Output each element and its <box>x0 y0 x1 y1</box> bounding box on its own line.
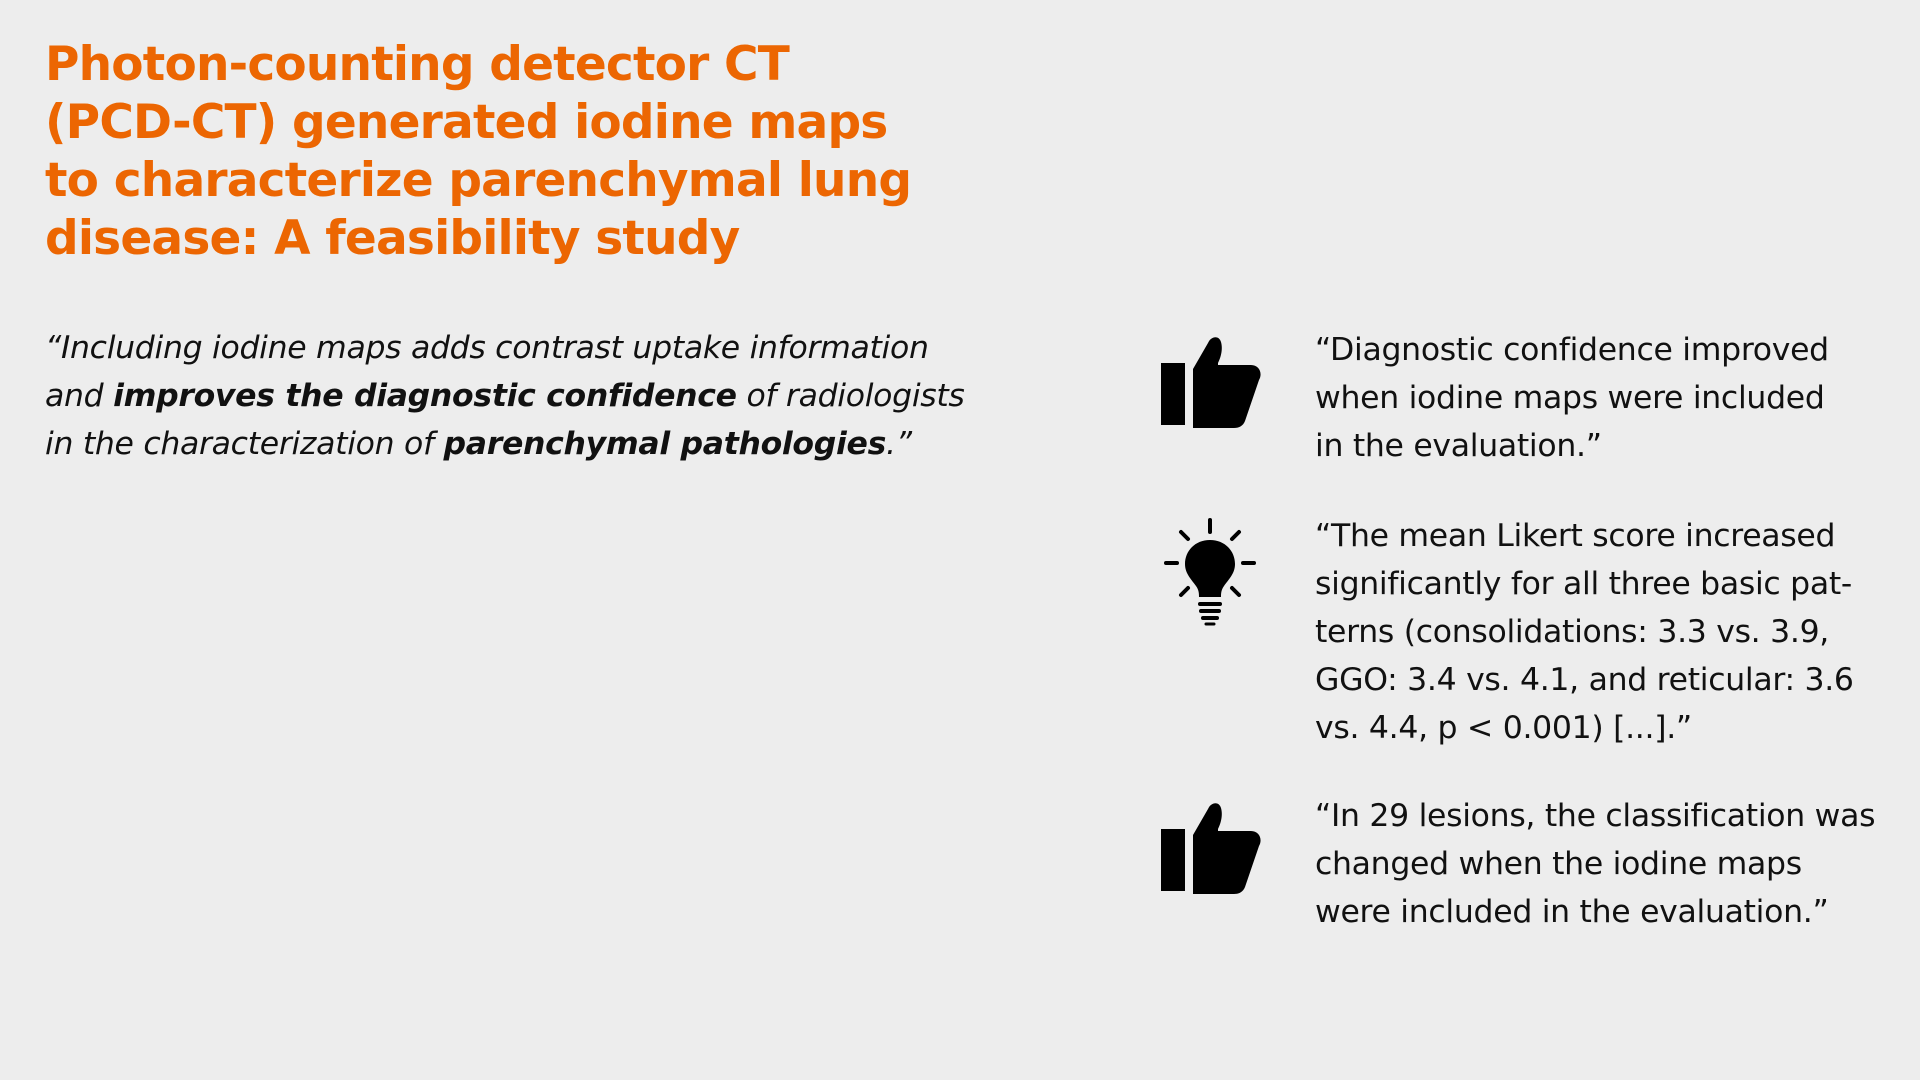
page-title <box>45 36 945 268</box>
main-quote-emphasis: improves the diagnostic confidence <box>113 378 737 414</box>
main-quote-text: of radiologists in the characterization of <box>45 378 965 462</box>
thumbs-up-icon <box>1155 799 1265 895</box>
thumbs-up-icon <box>1155 333 1265 429</box>
main-quote-text: .” <box>886 426 912 462</box>
key-point <box>1315 512 1895 752</box>
key-point-line: “Diagnostic confidence improved <box>1315 332 1829 368</box>
main-quote <box>45 324 975 468</box>
key-point-line: significantly for all three basic pat- <box>1315 566 1852 602</box>
key-point-line: vs. 4.4, p < 0.001) [...].” <box>1315 710 1692 746</box>
key-point-line: terns (consolidations: 3.3 vs. 3.9, <box>1315 614 1830 650</box>
key-point-line: GGO: 3.4 vs. 4.1, and reticular: 3.6 <box>1315 662 1854 698</box>
title-line: (PCD-CT) generated iodine maps <box>45 95 888 150</box>
main-quote-emphasis: parenchymal pathologies <box>443 426 887 462</box>
title-line: disease: A feasibility study <box>45 211 740 266</box>
key-point-line: in the evaluation.” <box>1315 428 1602 464</box>
key-point-line: were included in the evaluation.” <box>1315 894 1829 930</box>
main-quote-text: “Including iodine maps adds contrast uptake information and <box>45 330 929 414</box>
lightbulb-icon <box>1162 517 1258 627</box>
key-point-line: when iodine maps were included <box>1315 380 1825 416</box>
key-point <box>1315 326 1895 470</box>
key-point <box>1315 792 1895 936</box>
key-point-line: changed when the iodine maps <box>1315 846 1802 882</box>
title-line: Photon-counting detector CT <box>45 37 790 92</box>
key-point-line: “In 29 lesions, the classification was <box>1315 798 1876 834</box>
title-line: to characterize parenchymal lung <box>45 153 912 208</box>
key-point-line: “The mean Likert score increased <box>1315 518 1836 554</box>
